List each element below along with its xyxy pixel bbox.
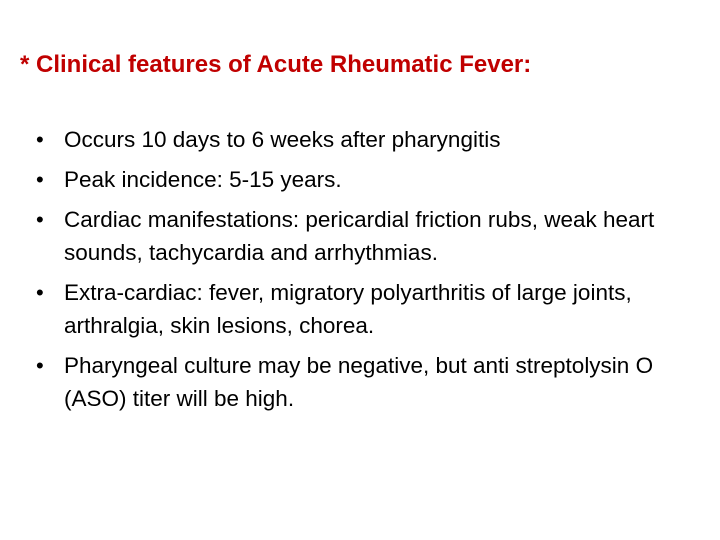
bullet-item xyxy=(36,349,676,415)
bullet-icon: • xyxy=(36,127,44,152)
bullet-text: Pharyngeal culture may be negative, but anti streptolysin O (ASO) titer will be high. xyxy=(64,353,654,411)
bullet-item xyxy=(36,276,676,342)
bullet-icon: • xyxy=(36,207,44,232)
bullet-item xyxy=(36,203,676,269)
bullet-text: Cardiac manifestations: pericardial friction rubs, weak heart sounds, tachycardia and arrhythmias. xyxy=(64,207,655,265)
bullet-item xyxy=(36,123,676,156)
bullet-icon: • xyxy=(36,167,44,192)
bullet-icon: • xyxy=(36,353,44,378)
bullet-text: Occurs 10 days to 6 weeks after pharyngitis xyxy=(64,127,501,152)
bullet-list xyxy=(36,123,676,422)
bullet-item xyxy=(36,163,676,196)
bullet-text: Peak incidence: 5-15 years. xyxy=(64,167,342,192)
slide-title: * Clinical features of Acute Rheumatic Fever: xyxy=(20,51,532,78)
bullet-text: Extra-cardiac: fever, migratory polyarthritis of large joints, arthralgia, skin lesions, chorea. xyxy=(64,280,632,338)
bullet-icon: • xyxy=(36,280,44,305)
